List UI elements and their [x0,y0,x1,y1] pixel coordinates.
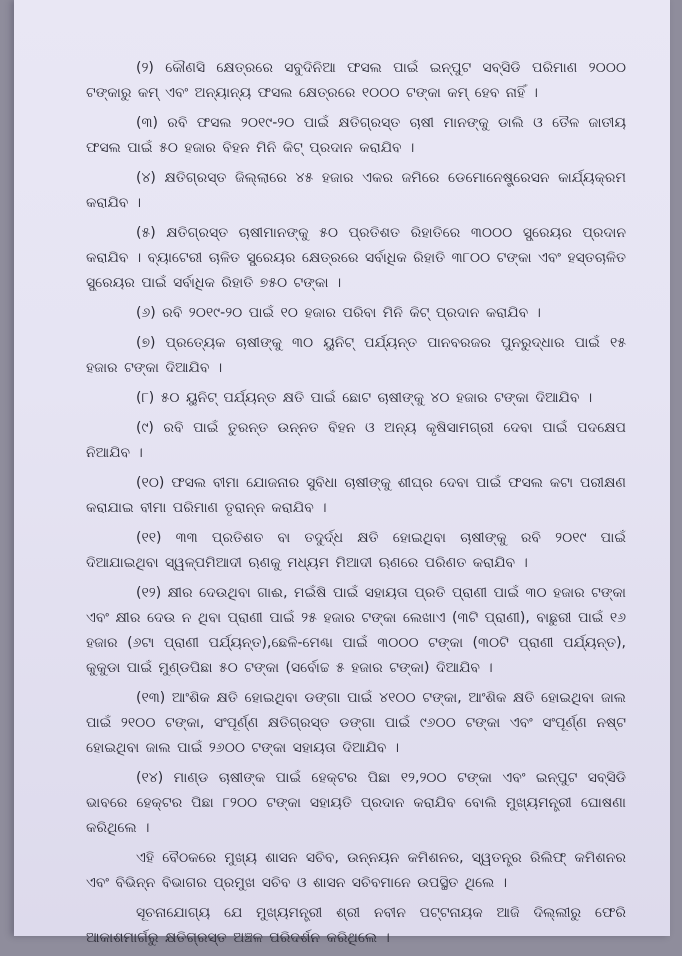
paragraph-7: (୭) ପ୍ରତ୍ୟେକ ଚାଷୀଙ୍କୁ ୩୦ ୟୁନିଟ୍ ପର୍ଯ୍ୟନ୍ତ ପାନବରଜର ପୁନରୁଦ୍ଧାର ପାଇଁ ୧୫ ହଜାର ଟଙ୍କା ଦିଆଯିବ । [86,335,626,376]
paragraph-10: (୧୦) ଫସଲ ବୀମା ଯୋଜନାର ସୁବିଧା ଚାଷୀଙ୍କୁ ଶୀଘ୍ର ଦେବା ପାଇଁ ଫସଲ କଟା ପରୀକ୍ଷଣ କରାଯାଇ ବୀମା ପରିମାଣ ତୃରାନ୍ନ କରାଯିବ । [86,475,626,516]
paragraph-11: (୧୧) ୩୩ ପ୍ରତିଶତ ବା ତଦୁର୍ଦ୍ଧ କ୍ଷତି ହୋଇଥିବା ଚାଷୀଙ୍କୁ ରବି ୨୦୧୯ ପାଇଁ ଦିଆଯାଇଥିବା ସ୍ୱଳ୍ପମିଆଦୀ ଋଣକୁ ମଧ୍ୟମ ମିଆଦୀ ଋଣରେ ପରିଣତ କରାଯିବ । [86,530,626,571]
paragraph-5: (୫) କ୍ଷତିଗ୍ରସ୍ତ ଚାଷୀମାନଙ୍କୁ ୫୦ ପ୍ରତିଶତ ରିହାତିରେ ୩୦୦୦ ସ୍ପ୍ରେୟର ପ୍ରଦାନ କରାଯିବ । ବ୍ୟାଟେରୀ ଚାଳିତ ସ୍ପ୍ରେୟର କ୍ଷେତ୍ରରେ ସର୍ବାଧିକ ରିହାତି ୩୮୦୦ ଟଙ୍କା ଏବଂ ହସ୍ତଚାଳିତ ସ୍ପ୍ରେୟର ପାଇଁ ସର୍ବାଧିକ ରିହାତି ୭୫୦ ଟଙ୍କା । [86,225,626,291]
paragraph-8: (୮) ୫୦ ୟୁନିଟ୍ ପର୍ଯ୍ୟନ୍ତ କ୍ଷତି ପାଇଁ ଛୋଟ ଚାଷୀଙ୍କୁ ୪୦ ହଜାର ଟଙ୍କା ଦିଆଯିବ । [136,390,593,406]
paragraph-aerial-survey: ସୂଚନାଯୋଗ୍ୟ ଯେ ମୁଖ୍ୟମନ୍ତ୍ରୀ ଶ୍ରୀ ନବୀନ ପଟ୍ଟନାୟକ ଆଜି ଦିଲ୍ଲୀରୁ ଫେରି ଆକାଶମାର୍ଗରୁ କ୍ଷତିଗ୍ରସ୍ତ ଅଞ୍ଚଳ ପରିଦର୍ଶନ କରିଥିଲେ । [86,905,626,946]
paragraph-3: (୩) ରବି ଫସଲ ୨୦୧୯-୨୦ ପାଇଁ କ୍ଷତିଗ୍ରସ୍ତ ଚାଷୀ ମାନଙ୍କୁ ଡାଲି ଓ ତୈଳ ଜାତୀୟ ଫସଲ ପାଇଁ ୫୦ ହଜାର ବିହନ ମିନି କିଟ୍ ପ୍ରଦାନ କରାଯିବ । [86,115,626,156]
document-body [86,56,626,956]
paragraph-12: (୧୨) କ୍ଷୀର ଦେଉଥିବା ଗାଈ, ମଇଁଷି ପାଇଁ ସହାୟତା ପ୍ରତି ପ୍ରାଣୀ ପାଇଁ ୩୦ ହଜାର ଟଙ୍କା ଏବଂ କ୍ଷୀର ଦେଉ ନ ଥିବା ପ୍ରାଣୀ ପାଇଁ ୨୫ ହଜାର ଟଙ୍କା ଲେଖାଏ (୩ଟି ପ୍ରାଣୀ), ବାଛୁରୀ ପାଇଁ ୧୬ ହଜାର (୬ଟା ପ୍ରାଣୀ ପର୍ଯ୍ୟନ୍ତ),ଛେଳି-ମେଣ୍ଢା ପାଇଁ ୩୦୦୦ ଟଙ୍କା (୩୦ଟି ପ୍ରାଣୀ ପର୍ଯ୍ୟନ୍ତ), କୁକୁଡା ପାଇଁ ମୁଣ୍ଡପିଛା ୫୦ ଟଙ୍କା (ସର୍ବୋଚ୍ଚ ୫ ହଜାର ଟଙ୍କା) ଦିଆଯିବ । [86,585,626,676]
paragraph-14: (୧୪) ମାଣ୍ଡ ଚାଷୀଙ୍କ ପାଇଁ ହେକ୍ଟର ପିଛା ୧୨,୨୦୦ ଟଙ୍କା ଏବଂ ଇନ୍‌ପୁଟ ସବ୍‌ସିଡି ଭାବରେ ହେକ୍ଟର ପିଛା ୮୨୦୦ ଟଙ୍କା ସହାୟତି ପ୍ରଦାନ କରାଯିବ ବୋଲି ମୁଖ୍ୟମନ୍ତ୍ରୀ ଘୋଷଣା କରିଥିଲେ । [86,770,626,836]
paragraph-9: (୯) ରବି ପାଇଁ ତୁରନ୍ତ ଉନ୍ନତ ବିହନ ଓ ଅନ୍ୟ କୃଷିସାମଗ୍ରୀ ଦେବା ପାଇଁ ପଦକ୍ଷେପ ନିଆଯିବ । [86,420,626,461]
document-page [14,0,670,946]
paragraph-13: (୧୩) ଆଂଶିକ କ୍ଷତି ହୋଇଥିବା ଡଙ୍ଗା ପାଇଁ ୪୧୦୦ ଟଙ୍କା, ଆଂଶିକ କ୍ଷତି ହୋଇଥିବା ଜାଲ ପାଇଁ ୨୧୦୦ ଟଙ୍କା, ସଂପୂର୍ଣ୍ଣ କ୍ଷତିଗ୍ରସ୍ତ ଡଙ୍ଗା ପାଇଁ ୯୬୦୦ ଟଙ୍କା ଏବଂ ସଂପୂର୍ଣ୍ଣ ନଷ୍ଟ ହୋଇଥିବା ଜାଲ ପାଇଁ ୨୬୦୦ ଟଙ୍କା ସହାୟତା ଦିଆଯିବ । [86,690,626,756]
paragraph-4: (୪) କ୍ଷତିଗ୍ରସ୍ତ ଜିଲ୍ଲାରେ ୪୫ ହଜାର ଏକର ଜମିରେ ଡେମୋନେଷ୍ଟ୍ରେସନ କାର୍ଯ୍ୟକ୍ରମ କରାଯିବ । [86,170,626,211]
paragraph-meeting-attendees: ଏହି ବୈଠକରେ ମୁଖ୍ୟ ଶାସନ ସଚିବ, ଉନ୍ନୟନ କମିଶନର, ସ୍ୱତନ୍ତ୍ର ରିଲିଫ୍ କମିଶନର ଏବଂ ବିଭିନ୍ନ ବିଭାଗର ପ୍ରମୁଖ ସଚିବ ଓ ଶାସନ ସଚିବମାନେ ଉପସ୍ଥିତ ଥିଲେ । [86,850,626,891]
paragraph-6: (୬) ରବି ୨୦୧୯-୨୦ ପାଇଁ ୧୦ ହଜାର ପରିବା ମିନି କିଟ୍ ପ୍ରଦାନ କରାଯିବ । [136,305,541,321]
paragraph-2: (୨) କୌଣସି କ୍ଷେତ୍ରରେ ସବୁଦିନିଆ ଫସଲ ପାଇଁ ଇନ୍‌ପୁଟ ସବ୍‌ସିଡି ପରିମାଣ ୨୦୦୦ ଟଙ୍କାରୁ କମ୍ ଏବଂ ଅନ୍ୟାନ୍ୟ ଫସଲ କ୍ଷେତ୍ରରେ ୧୦୦୦ ଟଙ୍କା କମ୍ ହେବ ନାହିଁ । [86,60,626,101]
